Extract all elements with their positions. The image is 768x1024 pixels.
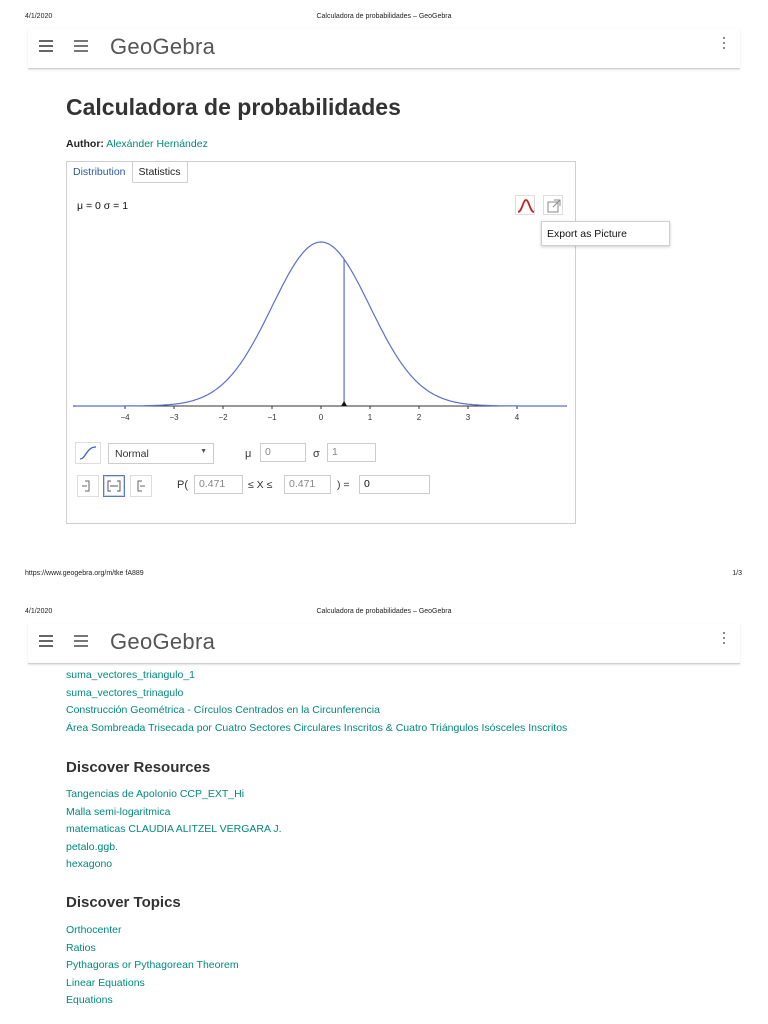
mu-input[interactable]: 0: [260, 443, 306, 462]
parameter-label: μ = 0 σ = 1: [77, 200, 129, 212]
list-item[interactable]: Equations: [66, 994, 113, 1006]
list-item[interactable]: matematicas CLAUDIA ALITZEL VERGARA J.: [66, 823, 282, 835]
author-link[interactable]: Alexánder Hernández: [106, 138, 208, 150]
author-line: [66, 138, 208, 150]
print-header-page2: [0, 595, 768, 615]
list-item[interactable]: suma_vectores_triangulo_1: [66, 669, 195, 681]
author-label: Author:: [66, 138, 104, 150]
print-footer: [0, 568, 768, 580]
distribution-select[interactable]: [108, 443, 214, 464]
equals-label: ) =: [337, 479, 350, 491]
lower-bound-input[interactable]: 0.471: [194, 475, 243, 494]
probability-applet: [66, 161, 627, 524]
x-tick-label: 2: [416, 413, 422, 422]
sigma-input[interactable]: 1: [327, 443, 376, 462]
list-item[interactable]: Tangencias de Apolonio CCP_EXT_Hi: [66, 788, 245, 800]
right-sided-button[interactable]: [130, 475, 152, 497]
discover-resources-list: [66, 786, 282, 874]
probability-result-field[interactable]: 0: [359, 475, 430, 494]
print-date: 4/1/2020: [25, 608, 53, 615]
list-item[interactable]: Construcción Geométrica - Círculos Centrados en la Circunferencia: [66, 704, 380, 716]
geogebra-header: [28, 29, 740, 69]
x-tick-label: −1: [267, 413, 277, 422]
list-item[interactable]: Pythagoras or Pythagorean Theorem: [66, 959, 239, 971]
list-item[interactable]: Malla semi-logaritmica: [66, 805, 171, 818]
left-bracket-icon: [78, 476, 98, 496]
cumulative-toggle-button[interactable]: [75, 442, 101, 464]
probability-label: P(: [177, 479, 188, 491]
mu-label: μ: [245, 448, 252, 460]
distribution-select-value: Normal: [115, 448, 149, 460]
geogebra-logo[interactable]: GeoGebra: [110, 629, 216, 654]
export-icon: [544, 196, 564, 216]
list-item[interactable]: suma_vectores_trinagulo: [66, 686, 184, 699]
more-options-icon[interactable]: [722, 37, 726, 53]
menu-icon[interactable]: [39, 40, 53, 54]
sigma-label: σ: [313, 448, 320, 460]
x-tick-label: −4: [120, 413, 130, 422]
list-item[interactable]: hexagono: [66, 858, 113, 870]
menu-icon[interactable]: [39, 635, 53, 649]
print-doc-title: Calculadora de probabilidades – GeoGebra: [316, 608, 452, 615]
discover-topics-heading: Discover Topics: [66, 894, 181, 911]
density-curve: [76, 242, 566, 406]
print-date: 4/1/2020: [25, 13, 53, 20]
list-item[interactable]: Orthocenter: [66, 924, 122, 936]
print-url: https://www.geogebra.org/m/tke fA889: [25, 570, 144, 577]
applet-tabs: [67, 162, 188, 184]
list-item[interactable]: petalo.ggb.: [66, 840, 118, 853]
tab-statistics[interactable]: Statistics: [133, 162, 188, 183]
x-tick-label: 4: [514, 413, 520, 422]
geogebra-logo[interactable]: GeoGebra: [110, 34, 216, 59]
page-title: Calculadora de probabilidades: [66, 94, 401, 120]
left-sided-button[interactable]: [77, 475, 99, 497]
list-item[interactable]: Linear Equations: [66, 976, 145, 989]
discover-resources-heading: Discover Resources: [66, 759, 211, 776]
distribution-plot: [73, 230, 567, 430]
x-tick-label: −3: [169, 413, 179, 422]
list-item[interactable]: Ratios: [66, 941, 96, 954]
list-menu-icon[interactable]: [74, 635, 88, 649]
discover-topics-list: [66, 922, 239, 1010]
export-button[interactable]: [543, 195, 563, 215]
list-item[interactable]: Área Sombreada Trisecada por Cuatro Sectores Circulares Inscritos & Cuatro Triángulos Isósceles Inscritos: [66, 721, 568, 734]
right-bracket-icon: [131, 476, 151, 496]
x-tick-label: 1: [367, 413, 373, 422]
print-page-number: 1/3: [732, 570, 742, 577]
x-tick-label: −2: [218, 413, 228, 422]
x-tick-label: 3: [465, 413, 471, 422]
cumulative-icon: [76, 443, 100, 463]
interval-button[interactable]: [103, 475, 125, 497]
tab-distribution[interactable]: Distribution: [67, 162, 133, 183]
more-options-icon[interactable]: [722, 632, 726, 648]
geogebra-header-page2: [28, 624, 740, 664]
export-as-picture-menu-item[interactable]: Export as Picture: [541, 221, 670, 246]
inequality-label: ≤ X ≤: [248, 479, 273, 491]
marker-handle[interactable]: [341, 401, 347, 406]
chart-style-button[interactable]: [515, 195, 535, 215]
bell-curve-icon: [516, 196, 536, 216]
print-doc-title: Calculadora de probabilidades – GeoGebra: [316, 13, 452, 20]
related-materials-list: [66, 667, 567, 737]
print-header: [0, 0, 768, 20]
x-tick-label: 0: [318, 413, 324, 422]
chevron-down-icon: ▼: [200, 448, 207, 455]
interval-bracket-icon: [104, 476, 124, 496]
list-menu-icon[interactable]: [74, 40, 88, 54]
upper-bound-input[interactable]: 0.471: [284, 475, 331, 494]
